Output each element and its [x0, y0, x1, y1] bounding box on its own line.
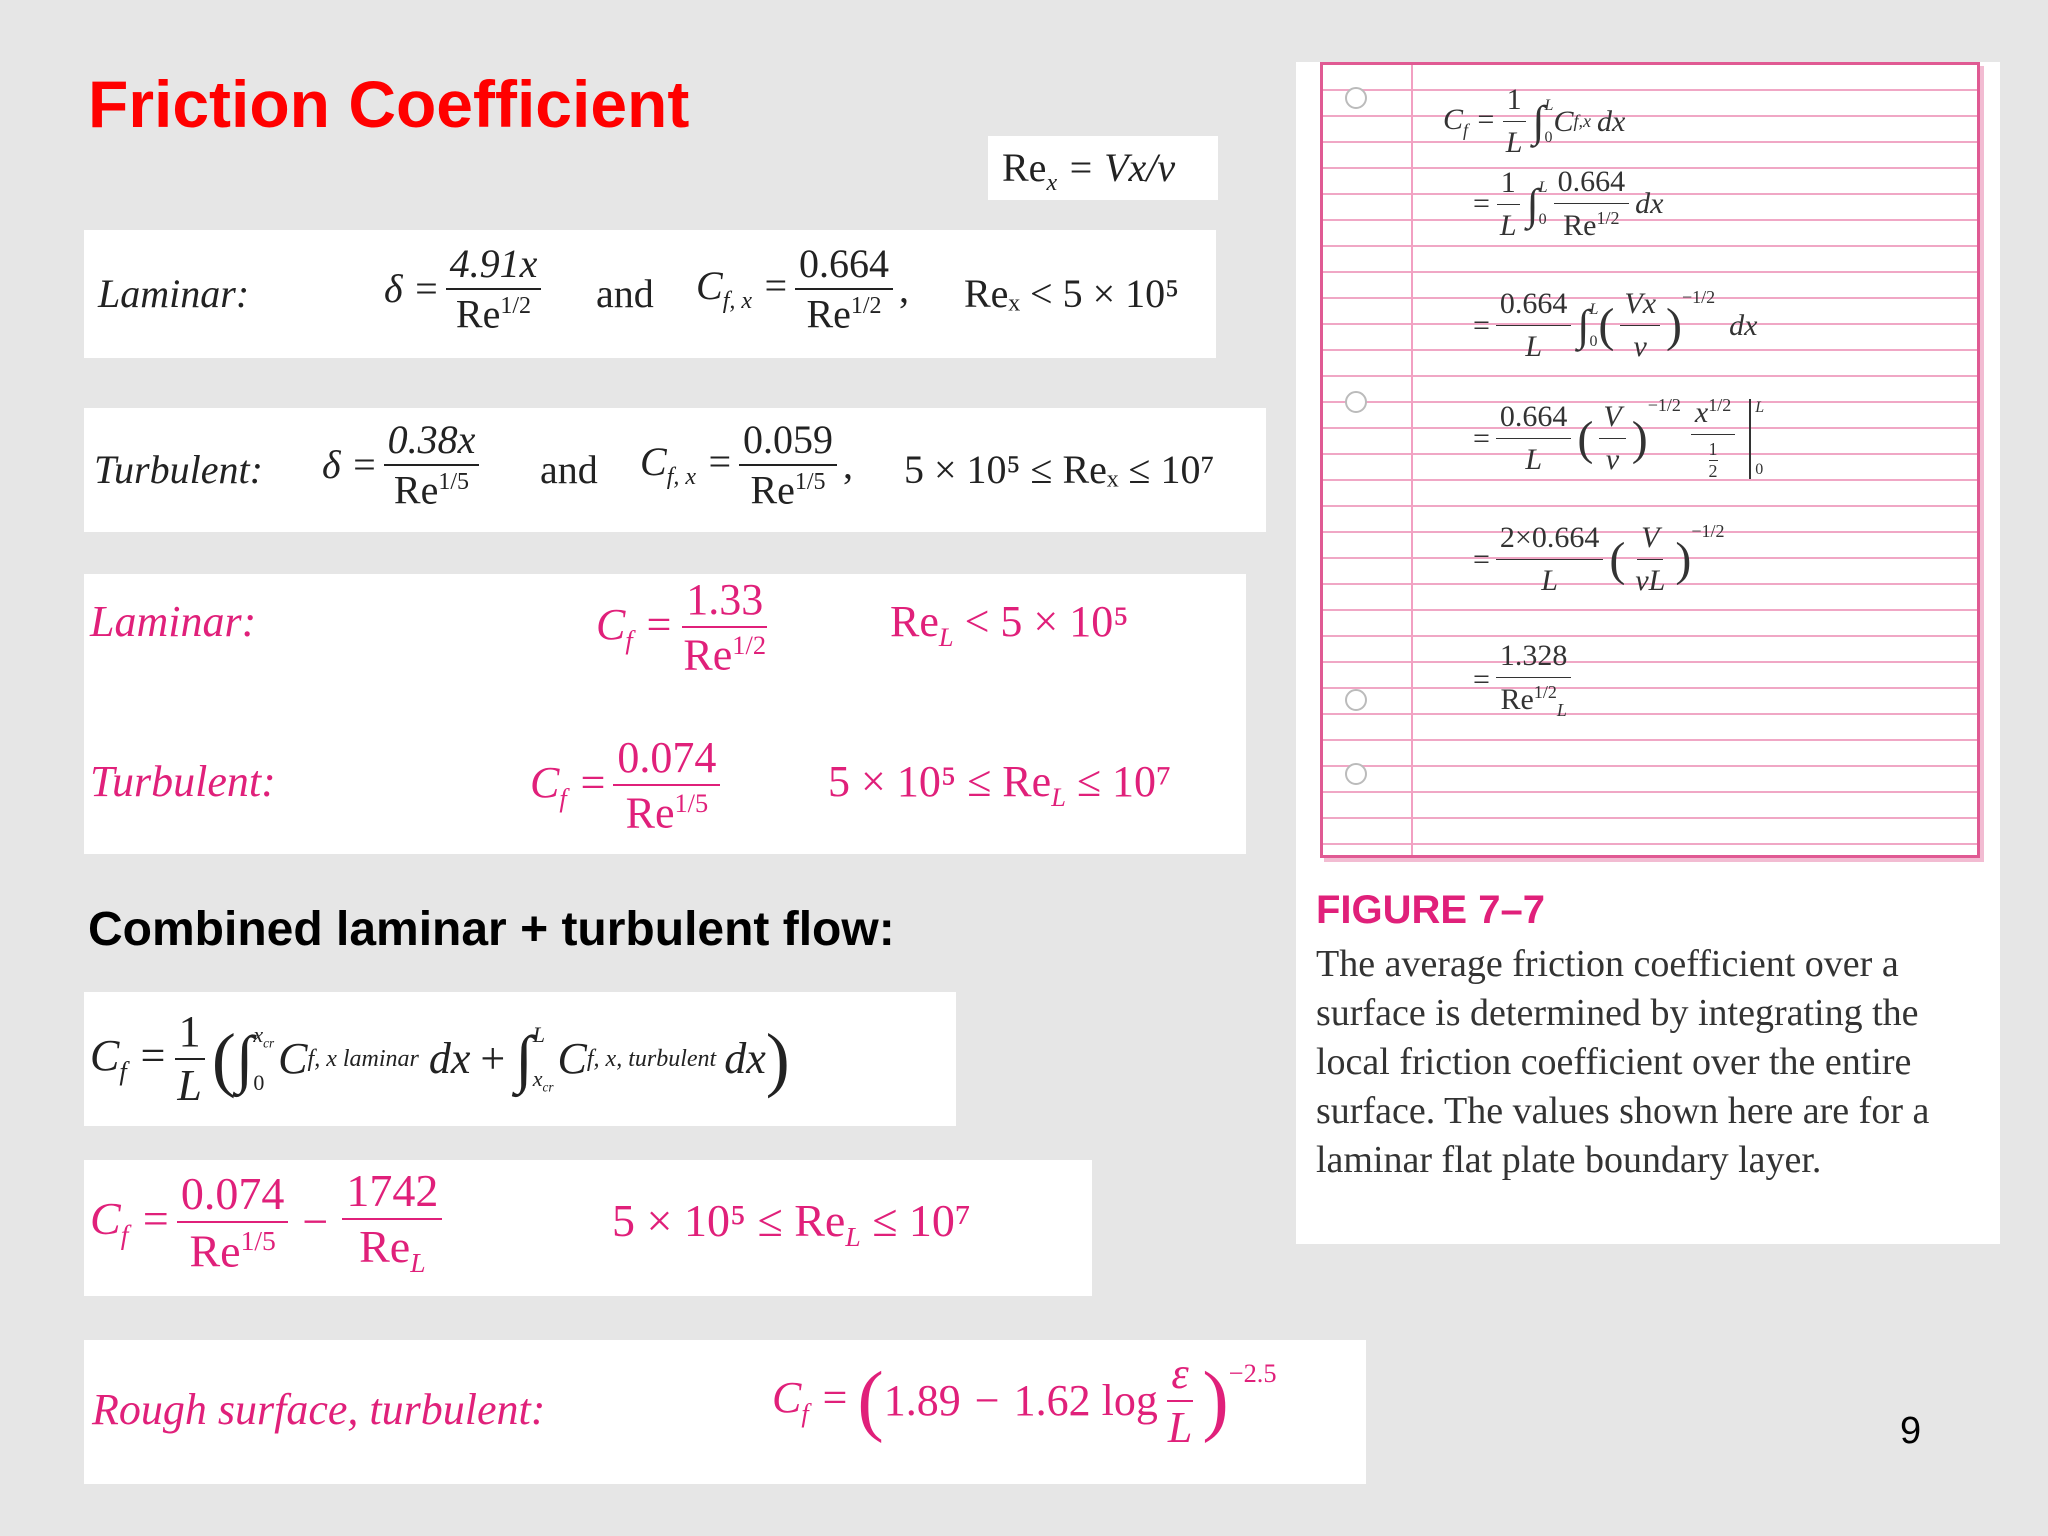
local-laminar-delta: δ = $\frac{4.91x}{Re^{1/2}}$ — [384, 244, 547, 334]
reynolds-definition-box: $Re_x = Vx/\nu$ — [988, 136, 1218, 200]
binder-hole-icon — [1345, 689, 1367, 711]
figure-caption: The average friction coefficient over a surface is determined by integrating the local friction coefficient over the entire surface. The values shown here are for a laminar flat plate boundary layer. — [1316, 943, 1930, 1181]
binder-hole-icon — [1345, 763, 1367, 785]
average-laminar-cf: $C_f$ = $\frac{1.33}{Re^{1/2}}$ — [596, 575, 767, 680]
combined-integral-box — [84, 992, 956, 1126]
derivation-line-1: $C_f$ = $\frac{1}{L}$ ∫ L 0 C f,x dx — [1443, 83, 1626, 159]
local-turbulent-cf: $C_{f, x}$ = $\frac{0.059}{Re^{1/5}}$ , — [640, 417, 854, 513]
derivation-line-4: = $\frac{0.664}{L}$ ( $\frac{V}{\nu}$ ) $^{-1/2}$ $x^{1/2}$ 1 2 L 0 — [1473, 395, 1765, 481]
local-laminar-range: Reₓ < 5 × 10⁵ — [964, 271, 1180, 316]
derivation-line-6: = $\frac{1.328}{Re^{1/2}_L}$ — [1473, 639, 1577, 721]
local-turbulent-and: and — [540, 447, 598, 492]
combined-heading: Combined laminar + turbulent flow: — [88, 903, 895, 956]
local-turbulent-delta: δ = $\frac{0.38x}{Re^{1/5}}$ — [322, 420, 485, 510]
reynolds-lhs: Re — [1002, 145, 1047, 190]
local-laminar-and: and — [596, 271, 654, 316]
notebook-derivation — [1320, 62, 1980, 858]
derivation-line-3: = $\frac{0.664}{L}$ ∫ L 0 ( $\frac{Vx}{\nu}$ ) $^{-1/2}$ dx — [1473, 287, 1758, 363]
combined-result-box — [84, 1160, 1092, 1296]
average-laminar-range: $Re_L < 5 \times 10^5$ — [890, 597, 1129, 652]
figure-title: FIGURE 7–7 — [1316, 888, 1545, 932]
combined-result-range: $5 \times 10^5 \le Re_L \le 10^7$ — [612, 1195, 971, 1253]
derivation-line-2: = $\frac{1}{L}$ ∫ L 0 $\frac{0.664}{Re^{1/2}}$ dx — [1473, 165, 1664, 242]
notebook-margin-line — [1411, 65, 1413, 855]
local-laminar-box — [84, 230, 1216, 358]
local-turbulent-box — [84, 408, 1266, 532]
local-laminar-cf: $C_{f, x}$ = $\frac{0.664}{Re^{1/2}}$ , — [696, 241, 910, 337]
local-turbulent-label: Turbulent: — [94, 447, 263, 492]
slide-title: Friction Coefficient — [88, 67, 690, 141]
combined-result-cf: $C_f$ = $\frac{0.074}{Re^{1/5}}$ − $\frac{1742}{Re_L}$ — [90, 1168, 448, 1277]
combined-integral: $C_f$ = $\frac{1}{L}$ ( ∫ $x_{cr}$ 0 C f, x laminar dx + ∫ L $x_{cr}$ C f, x, turbulent dx ) — [90, 1007, 790, 1110]
reynolds-rhs: = Vx/ν — [1057, 145, 1176, 190]
page-number: 9 — [1900, 1410, 1922, 1452]
local-laminar-label: Laminar: — [98, 271, 250, 316]
average-turbulent-label: Turbulent: — [90, 757, 276, 806]
average-turbulent-range: $5 \times 10^5 \le Re_L \le 10^7$ — [828, 757, 1172, 812]
rough-surface-label: Rough surface, turbulent: — [92, 1385, 546, 1434]
local-turbulent-range: 5 × 10⁵ ≤ Reₓ ≤ 10⁷ — [904, 447, 1215, 492]
rough-surface-cf: $C_f$ = ( 1.89 − 1.62 log $\frac{\varepsilon}{L}$ ) $^{-2.5}$ — [772, 1349, 1277, 1452]
binder-hole-icon — [1345, 391, 1367, 413]
average-laminar-label: Laminar: — [90, 597, 257, 646]
binder-hole-icon — [1345, 87, 1367, 109]
average-turbulent-cf: $C_f$ = $\frac{0.074}{Re^{1/5}}$ — [530, 736, 726, 836]
derivation-line-5: = $\frac{2\times 0.664}{L}$ ( $\frac{V}{\nu L}$ ) $^{-1/2}$ — [1473, 521, 1725, 597]
figure-7-7 — [1296, 62, 2000, 1244]
rough-surface-box — [84, 1340, 1366, 1484]
average-box — [84, 574, 1246, 854]
